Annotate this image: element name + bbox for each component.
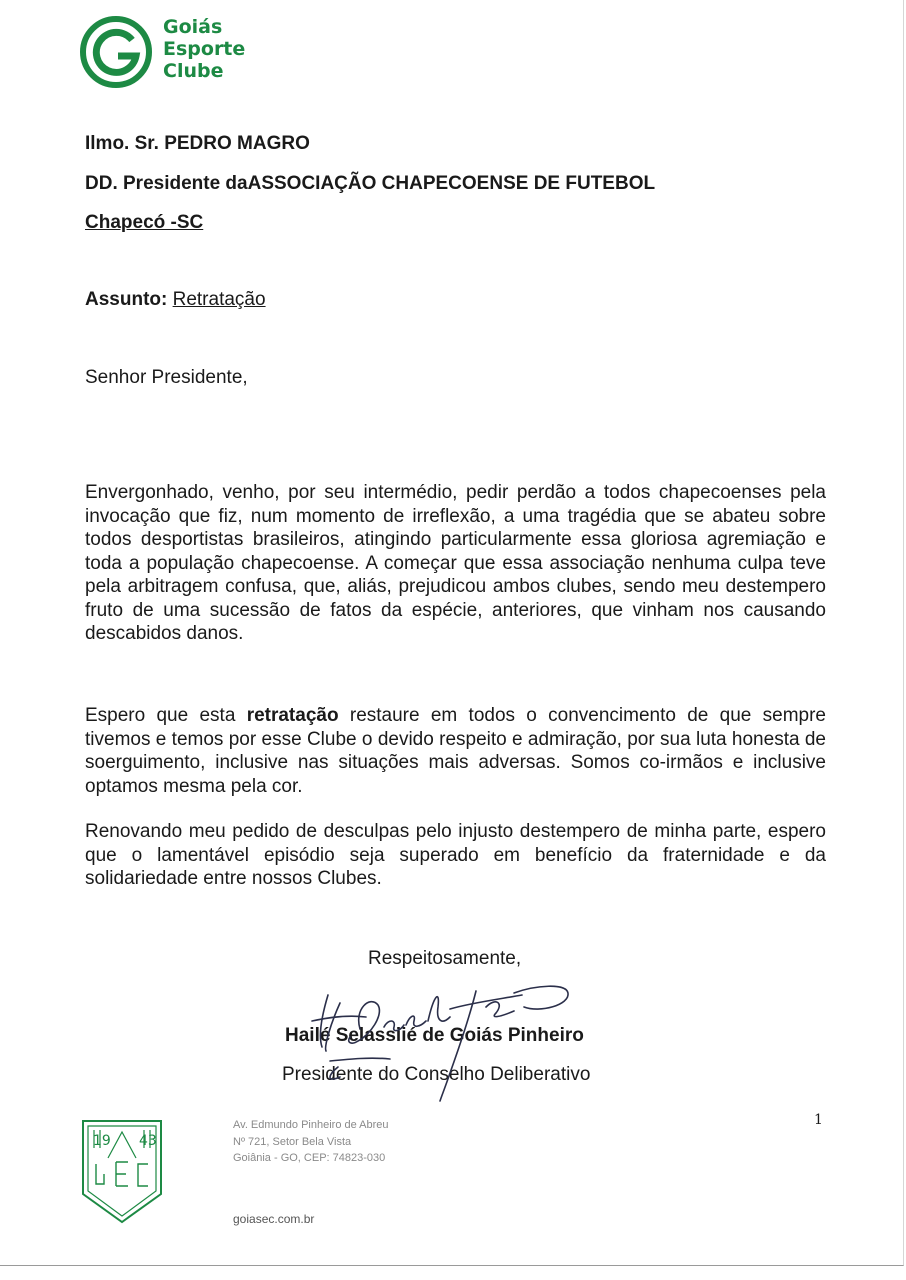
- addressee-title: DD. Presidente daASSOCIAÇÃO CHAPECOENSE DE FUTEBOL: [85, 173, 656, 194]
- club-name-line-1: Goiás: [163, 16, 223, 38]
- subject-line: [85, 289, 266, 311]
- page-number: 1: [814, 1112, 823, 1128]
- club-emblem-icon: [80, 16, 152, 88]
- signer-name: Hailé Selassiié de Goiás Pinheiro: [285, 1025, 584, 1046]
- addressee-location: Chapecó -SC: [85, 212, 204, 233]
- body-paragraph-2: [85, 704, 826, 798]
- club-name: [163, 16, 245, 82]
- body-paragraph-1: Envergonhado, venho, por seu intermédio, pedir perdão a todos chapecoenses pela invocação que fiz, num momento de irreflexão, a uma tragédia que se abateu sobre todos desportistas brasileiros, atingindo particularmente essa gloriosa agremiação e toda a população chapecoense. A começar que essa associação nenhuma culpa teve pela arbitragem confusa, que, aliás, prejudicou ambos clubes, sendo meu destempero fruto de uma sucessão de fatos da espécie, anteriores, que vinham nos causando descabidos danos.: [85, 482, 826, 644]
- seal-year-right: 43: [139, 1133, 157, 1149]
- club-logo: [80, 16, 280, 88]
- paragraph-2-start: Espero que esta: [85, 705, 247, 726]
- subject-label: Assunto:: [85, 289, 168, 310]
- footer-address-line-3: Goiânia - GO, CEP: 74823-030: [233, 1152, 386, 1164]
- paragraph-2-emphasis: retratação: [246, 705, 339, 726]
- footer-website: goiasec.com.br: [233, 1212, 315, 1226]
- seal-year-left: 19: [93, 1133, 111, 1149]
- body-paragraph-3: Renovando meu pedido de desculpas pelo injusto destempero de minha parte, espero que o lamentável episódio seja superado em benefício da fraternidade e da solidariedade entre nossos Clubes.: [85, 821, 826, 889]
- club-name-line-3: Clube: [163, 60, 224, 82]
- footer-address-line-2: Nº 721, Setor Bela Vista: [233, 1135, 352, 1148]
- signer-role: Presidente do Conselho Deliberativo: [282, 1064, 591, 1085]
- club-seal-icon: [80, 1118, 164, 1226]
- paragraph-2-end: restaure em todos o convencimento de que sempre tivemos e temos por esse Clube o devido respeito e admiração, por sua luta honesta de soerguimento, inclusive nas situações mais adversas. Somos co-irmãos e inclusive optamos mesma pela cor.: [85, 705, 827, 797]
- footer-address-line-1: Av. Edmundo Pinheiro de Abreu: [233, 1119, 389, 1131]
- closing: Respeitosamente,: [368, 948, 522, 969]
- subject-value: Retratação: [172, 289, 266, 310]
- club-name-line-2: Esporte: [163, 38, 246, 60]
- addressee-name: Ilmo. Sr. PEDRO MAGRO: [85, 133, 310, 154]
- footer-address: [233, 1117, 389, 1167]
- salutation: Senhor Presidente,: [85, 367, 248, 388]
